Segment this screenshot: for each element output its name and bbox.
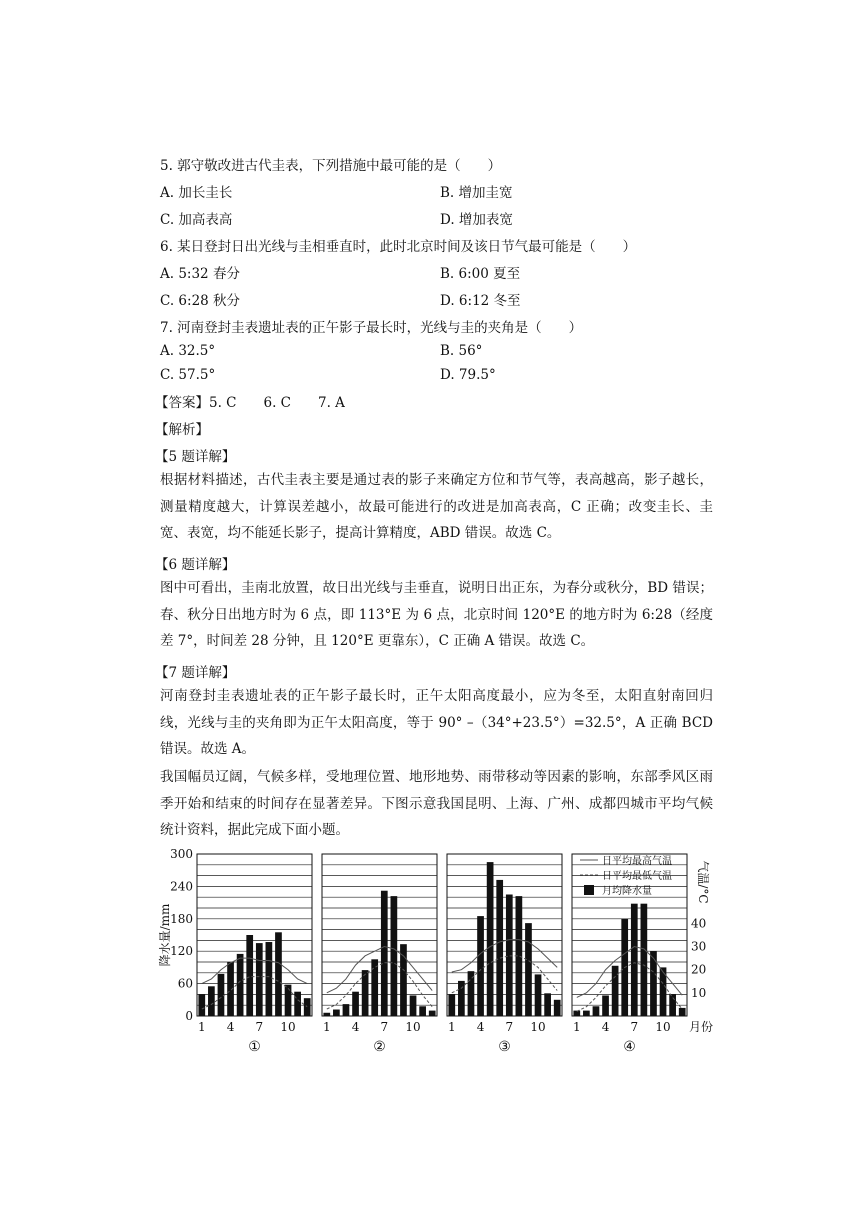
precip-bar xyxy=(237,954,244,1016)
x-tick: 7 xyxy=(380,1020,389,1034)
q5-option-c: C. 加高表高 xyxy=(160,212,233,228)
precip-bar xyxy=(487,862,494,1016)
q5-option-d: D. 增加表宽 xyxy=(440,212,513,228)
precip-bar xyxy=(593,1006,600,1016)
y-tick-left: 180 xyxy=(170,911,193,926)
y-axis-label-left: 降水量/mm xyxy=(158,903,172,967)
detail-5-text: 根据材料描述，古代圭表主要是通过表的影子来确定方位和节气等，表高越高，影子越长，测量精度越大，计算误差越小，故最可能进行的改进是加高表高，C 正确；改变圭长、圭宽、表宽，均不能延长影子，提高计算精度，ABD 错误。故选 C。 xyxy=(160,472,713,541)
precip-bar xyxy=(477,916,484,1016)
precip-bar xyxy=(246,935,253,1016)
precip-bar xyxy=(468,971,475,1016)
precip-bar xyxy=(285,985,292,1016)
precip-bar xyxy=(612,966,619,1016)
q7-stem: 7. 河南登封圭表遗址表的正午影子最长时，光线与圭的夹角是（ ） xyxy=(160,320,583,336)
precip-bar xyxy=(544,993,551,1016)
precip-bar xyxy=(669,994,676,1016)
q6-option-b: B. 6:00 夏至 xyxy=(440,266,521,282)
x-tick: 10 xyxy=(655,1020,671,1034)
x-tick: 10 xyxy=(530,1020,546,1034)
x-tick: 1 xyxy=(447,1020,456,1034)
q5-option-a: A. 加长圭长 xyxy=(160,185,233,201)
precip-bar xyxy=(294,992,301,1016)
answer-line: 【答案】5. C 6. C 7. A xyxy=(155,395,345,411)
chart-panel-frame xyxy=(322,854,437,1016)
precip-bar xyxy=(323,1013,330,1016)
q7-option-d: D. 79.5° xyxy=(440,367,496,383)
precip-bar xyxy=(554,1000,561,1016)
y-tick-right: 20 xyxy=(691,962,707,977)
precip-bar xyxy=(218,974,225,1016)
x-tick: 7 xyxy=(630,1020,639,1034)
y-tick-left: 240 xyxy=(170,879,193,894)
x-tick: 4 xyxy=(351,1020,360,1034)
legend-precip-label: 月均降水量 xyxy=(602,886,652,897)
y-tick-left: 120 xyxy=(170,944,193,959)
x-tick: 1 xyxy=(322,1020,331,1034)
precip-bar xyxy=(343,1004,350,1016)
precip-bar xyxy=(391,896,398,1016)
legend-tmax-label: 日平均最高气温 xyxy=(602,856,672,867)
precip-bar xyxy=(362,970,369,1016)
x-tick: 1 xyxy=(572,1020,581,1034)
legend-precip-swatch xyxy=(584,885,594,895)
x-tick: 10 xyxy=(280,1020,296,1034)
precip-bar xyxy=(641,904,648,1016)
precip-bar xyxy=(573,1011,580,1016)
precip-bar xyxy=(275,932,282,1016)
precip-bar xyxy=(304,998,311,1016)
panel-label: ④ xyxy=(623,1039,636,1055)
x-axis-label: 月份 xyxy=(689,1020,714,1034)
legend-tmin-label: 日平均最低气温 xyxy=(602,871,672,882)
precip-bar xyxy=(496,880,503,1016)
precip-bar xyxy=(535,974,542,1016)
precip-bar xyxy=(602,995,609,1016)
precip-bar xyxy=(419,1006,426,1016)
x-tick: 7 xyxy=(505,1020,514,1034)
precip-bar xyxy=(506,895,513,1017)
y-tick-right: 10 xyxy=(691,985,707,1000)
y-axis-label-right: 气温/°C xyxy=(696,860,710,904)
precip-bar xyxy=(256,943,263,1016)
y-tick-left: 60 xyxy=(177,976,193,991)
precip-bar xyxy=(679,1008,686,1016)
precip-bar xyxy=(400,944,407,1016)
analysis-label: 【解析】 xyxy=(155,422,209,438)
precip-bar xyxy=(381,891,388,1016)
panel-label: ③ xyxy=(498,1039,511,1055)
intro-paragraph: 我国幅员辽阔，气候多样，受地理位置、地形地势、雨带移动等因素的影响，东部季风区雨季开始和结束的时间存在显著差异。下图示意我国昆明、上海、广州、成都四城市平均气候统计资料，据此完成下面小题。 xyxy=(160,769,713,838)
q6-option-d: D. 6:12 冬至 xyxy=(440,293,521,309)
q6-stem: 6. 某日登封日出光线与圭相垂直时，此时北京时间及该日节气最可能是（ ） xyxy=(160,239,637,255)
precip-bar xyxy=(448,994,455,1016)
q7-option-b: B. 56° xyxy=(440,343,483,359)
precip-bar xyxy=(333,1010,340,1016)
detail-6-label: 【6 题详解】 xyxy=(155,557,236,573)
tmax-line xyxy=(452,940,557,972)
precip-bar xyxy=(525,923,532,1016)
panel-label: ① xyxy=(248,1039,261,1055)
x-tick: 10 xyxy=(405,1020,421,1034)
y-tick-left: 0 xyxy=(185,1009,193,1023)
precip-bar xyxy=(429,1011,436,1016)
x-tick: 4 xyxy=(601,1020,610,1034)
y-tick-right: 30 xyxy=(691,939,707,954)
precip-bar xyxy=(631,904,638,1016)
precip-bar xyxy=(208,986,215,1016)
y-tick-right: 40 xyxy=(691,916,707,931)
q6-option-c: C. 6:28 秋分 xyxy=(160,293,241,309)
detail-7-text: 河南登封圭表遗址表的正午影子最长时，正午太阳高度最小，应为冬至，太阳直射南回归线，光线与圭的夹角即为正午太阳高度，等于 90° –（34°+23.5°）=32.5°，A 正确 BCD 错误。故选 A。 xyxy=(160,688,713,757)
precip-bar xyxy=(266,942,273,1016)
detail-6-text: 图中可看出，圭南北放置，故日出光线与圭垂直，说明日出正东，为春分或秋分，BD 错误；春、秋分日出地方时为 6 点，即 113°E 为 6 点，北京时间 120°E 的地方时为 6:28（经度差 7°，时间差 28 分钟，且 120°E 更靠东），C 正确 A 错误。故选 C。 xyxy=(160,580,713,649)
x-tick: 7 xyxy=(255,1020,264,1034)
precip-bar xyxy=(227,962,234,1016)
precip-bar xyxy=(352,992,359,1016)
x-tick: 1 xyxy=(197,1020,206,1034)
detail-5-label: 【5 题详解】 xyxy=(155,449,236,465)
precip-bar xyxy=(583,1011,590,1016)
precip-bar xyxy=(458,981,465,1016)
detail-7-label: 【7 题详解】 xyxy=(155,665,236,681)
q7-option-c: C. 57.5° xyxy=(160,367,216,383)
q6-option-a: A. 5:32 春分 xyxy=(160,266,240,282)
q5-option-b: B. 增加圭宽 xyxy=(440,185,513,201)
precip-bar xyxy=(410,995,417,1016)
climate-charts xyxy=(155,848,715,1058)
q5-stem: 5. 郭守敬改进古代圭表，下列措施中最可能的是（ ） xyxy=(160,158,502,174)
x-tick: 4 xyxy=(226,1020,235,1034)
precip-bar xyxy=(198,994,205,1016)
y-tick-left: 300 xyxy=(170,848,193,861)
precip-bar xyxy=(371,959,378,1016)
panel-label: ② xyxy=(373,1039,386,1055)
x-tick: 4 xyxy=(476,1020,485,1034)
q7-option-a: A. 32.5° xyxy=(160,343,216,359)
